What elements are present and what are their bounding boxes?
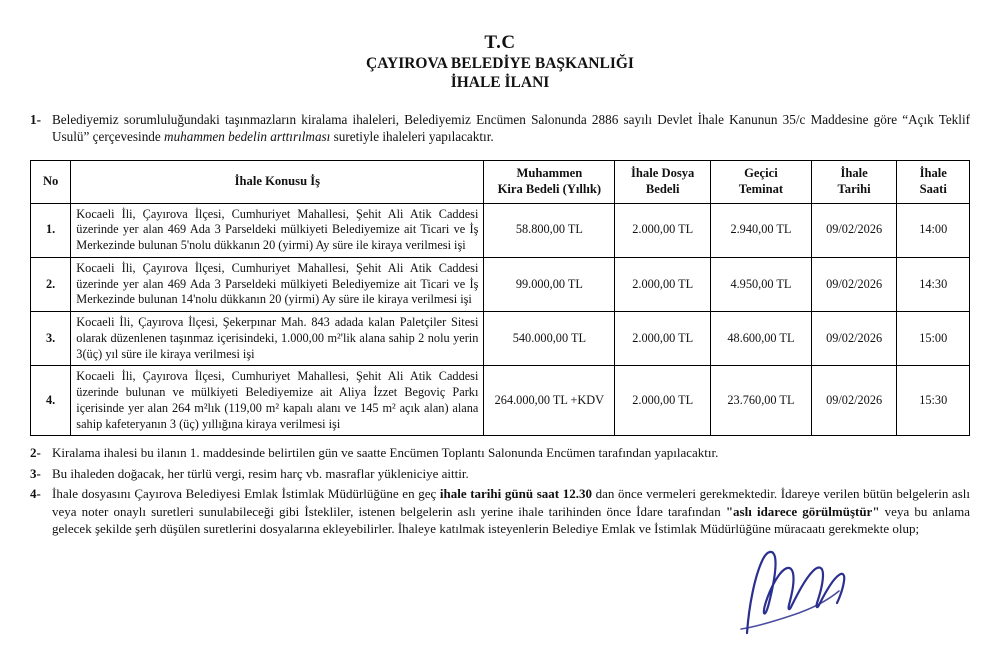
cell-no: 1. — [31, 203, 71, 257]
note4-bold2: "aslı idarece görülmüştür" — [725, 503, 880, 519]
cell-date: 09/02/2026 — [811, 366, 897, 436]
table-row — [31, 366, 970, 436]
cell-date: 09/02/2026 — [811, 257, 897, 311]
note-number: 3- — [30, 465, 41, 481]
header-guarantee-line1: Geçici — [744, 166, 778, 181]
cell-rent: 99.000,00 TL — [484, 257, 615, 311]
note4-part3: veya bu anlama gelecek şekilde şerh düşülen suretlerini dosyalarına ekleyebilirler. İhaleye katılmak isteyenlerin Belediye Emlak ve İstimlak Müdürlüğüne müracaatı gerekmekte olup; — [52, 503, 970, 537]
document-header — [0, 32, 1000, 93]
table-row — [31, 203, 970, 257]
note-text: Kiralama ihalesi bu ilanın 1. maddesinde belirtilen gün ve saatte Encümen Toplantı Salonunda Encümen tarafından yapılacaktır. — [52, 445, 719, 461]
cell-guarantee: 48.600,00 TL — [711, 312, 812, 366]
signature-mark — [735, 545, 885, 635]
header-file-fee — [615, 161, 711, 203]
note-number: 2- — [30, 445, 41, 461]
note-text: Bu ihaleden doğacak, her türlü vergi, resim harç vb. masraflar yükleniciye aittir. — [52, 465, 469, 481]
note-item — [30, 465, 970, 483]
cell-file-fee: 2.000,00 TL — [615, 366, 711, 436]
header-file-line2: Bedeli — [645, 181, 680, 196]
header-time-line1: İhale — [919, 166, 947, 181]
cell-rent: 540.000,00 TL — [484, 312, 615, 366]
header-date-line2: Tarihi — [837, 181, 871, 196]
cell-date: 09/02/2026 — [811, 203, 897, 257]
cell-guarantee: 2.940,00 TL — [711, 203, 812, 257]
header-line-title: İHALE İLANI — [450, 74, 550, 92]
notes-section — [30, 444, 970, 538]
header-guarantee-line2: Teminat — [738, 181, 784, 196]
intro-number: 1- — [30, 111, 41, 127]
intro-text-italic: muhammen bedelin arttırılması — [164, 129, 331, 145]
table-row — [31, 312, 970, 366]
intro-text-part2: suretiyle ihaleleri yapılacaktır. — [330, 129, 494, 145]
cell-rent: 58.800,00 TL — [484, 203, 615, 257]
cell-file-fee: 2.000,00 TL — [615, 312, 711, 366]
header-guarantee — [711, 161, 812, 203]
cell-time: 15:30 — [897, 366, 970, 436]
cell-description: Kocaeli İli, Çayırova İlçesi, Şekerpınar Mah. 843 adada kalan Paletçiler Sitesi olarak düzenlenen taşınmaz içerisindeki, 1.000,00 m²'lik alana sahip 2 nolu yerin 3(üç) yıl süre ile kiraya verilmesi işi — [71, 312, 484, 366]
header-file-line1: İhale Dosya — [631, 166, 695, 181]
cell-rent: 264.000,00 TL +KDV — [484, 366, 615, 436]
note4-part2: dan önce vermeleri gerekmektedir. İdareye verilen bütün belgelerin aslı veya noter onaylı suretleri sunulabileceği gibi İstekliler, istenen belgelerin aslı yerine ihale tarihinden önce İdare tarafından — [52, 486, 971, 519]
cell-time: 14:30 — [897, 257, 970, 311]
note4-bold1: ihale tarihi günü saat 12.30 — [439, 486, 592, 502]
note-item-4 — [30, 485, 970, 538]
cell-no: 4. — [31, 366, 71, 436]
cell-description: Kocaeli İli, Çayırova İlçesi, Cumhuriyet Mahallesi, Şehit Ali Atik Caddesi üzerinde yer alan 469 Ada 3 Parseldeki mülkiyeti Belediyemize ait Ticari ve İş Merkezinde bulunan 5'nolu dükkanın 20 (yirmi) Ay süre ile kiraya verilmesi işi — [71, 203, 484, 257]
cell-no: 2. — [31, 257, 71, 311]
header-rent — [484, 161, 615, 203]
header-time — [897, 161, 970, 203]
header-date-line1: İhale — [840, 166, 868, 181]
cell-file-fee: 2.000,00 TL — [615, 257, 711, 311]
cell-time: 14:00 — [897, 203, 970, 257]
header-rent-line1: Muhammen — [516, 166, 583, 181]
header-rent-line2: Kira Bedeli (Yıllık) — [497, 181, 602, 196]
header-time-line2: Saati — [919, 181, 947, 196]
cell-time: 15:00 — [897, 312, 970, 366]
cell-guarantee: 4.950,00 TL — [711, 257, 812, 311]
cell-description: Kocaeli İli, Çayırova İlçesi, Cumhuriyet Mahallesi, Şehit Ali Atik Caddesi üzerinde yer alan 469 Ada 3 Parseldeki mülkiyeti Belediyemize ait Ticari ve İş Merkezinde bulunan 14'nolu dükkanın 20 (yirmi) Ay süre ile kiraya verilmesi işi — [71, 257, 484, 311]
header-line-tc: T.C — [484, 32, 516, 53]
table-row — [31, 257, 970, 311]
cell-no: 3. — [31, 312, 71, 366]
intro-paragraph — [30, 111, 970, 147]
table-header-row — [31, 161, 970, 203]
header-date — [811, 161, 897, 203]
intro-text-part1: Belediyemiz sorumluluğundaki taşınmazların kiralama ihaleleri, Belediyemiz Encümen Salonunda 2886 sayılı Devlet İhale Kanunun 35/c Maddesine göre “Açık Teklif Usulü” çerçevesinde — [52, 111, 970, 145]
note-number: 4- — [30, 486, 41, 502]
tender-table — [30, 160, 970, 436]
cell-file-fee: 2.000,00 TL — [615, 203, 711, 257]
cell-guarantee: 23.760,00 TL — [711, 366, 812, 436]
note4-part1: İhale dosyasını Çayırova Belediyesi Emlak İstimlak Müdürlüğüne en geç — [52, 486, 440, 502]
note-item — [30, 444, 970, 462]
header-subject: İhale Konusu İş — [71, 161, 484, 203]
cell-description: Kocaeli İli, Çayırova İlçesi, Cumhuriyet Mahallesi, Şehit Ali Atik Caddesi üzerinde bulunan ve mülkiyeti Belediyemize ait Aliya İzzet Begoviç Parkı içerisinde yer alan 264 m²lık (119,00 m² kapalı alanı ve 145 m² açık alan) alana sahip kafeteryanın 3 (üç) yıllığına kiraya verilmesi işi — [71, 366, 484, 436]
header-line-municipality: ÇAYIROVA BELEDİYE BAŞKANLIĞI — [366, 54, 634, 72]
header-no: No — [31, 161, 71, 203]
cell-date: 09/02/2026 — [811, 312, 897, 366]
